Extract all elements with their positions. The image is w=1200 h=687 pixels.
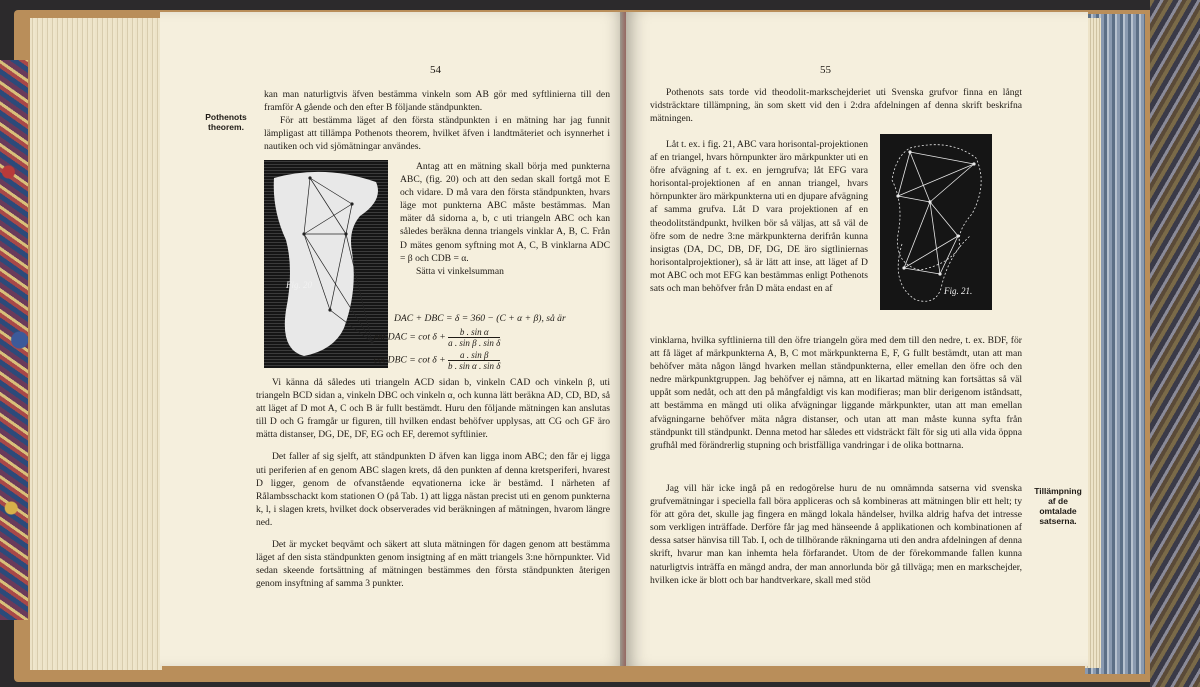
paragraph: För att bestämma läget af den första ständpunkten i en mätning har jag funnit lämpligast att tillämpa Pothenots theorem, hvilket äfven i landtmäteriet och isynnerhet i nautiken och vid sjömätningar användes.: [264, 115, 610, 153]
equation-cot-dac: [264, 327, 610, 348]
marbled-endpaper-right: [1150, 0, 1200, 687]
equation-block: [264, 310, 610, 373]
figure-label: Fig. 21.: [944, 286, 973, 296]
paragraph: Sätta vi vinkelsumman: [416, 265, 504, 277]
text-block-middle: [650, 334, 1022, 452]
text-block-intro: [650, 86, 1022, 125]
margin-note: Tillämpning af de omtalade satserna.: [1034, 486, 1082, 526]
paragraph: kan man naturligtvis äfven bestämma vinkeln som AB gör med syftlinierna till den framför A gående och den efter B följande ständpunkten.: [264, 89, 610, 114]
paragraph: Det faller af sig sjelft, att ständpunkten D äfven kan ligga inom ABC; den får ej ligga uti periferien af en genom ABC slagen krets, då den punkten af denna kretsperiferi, hvarest D ligger, genom de ofvanstående eqvationerna icke är bestämd. I närheten af Rålambsschackt kom stationen O (på Tab. 1) att ligga nästan precist uti en genom punkterna k, l, i slagen krets, hvilket dock observerades vid beräkningen af mätningen, hvarom längre ned.: [256, 451, 610, 528]
marbled-endpaper-left: [0, 60, 28, 620]
paragraph: Låt t. ex. i fig. 21, ABC vara horisontal-projektionen af en triangel, hvars hörnpunkter äro märkpunkter uti en öfre afvägning af t. ex. en jerngrufva; låt EFG vara horisontal-projektionen af en annan triangel, hvars hörnpunkter äro märkpunkterna uti en djupare afvägning af samma grufva. Låt D vara projektionen af en theodolitständpunkt, hvilken bör så väljas, att så väl de öfre som de nedre 3:ne märkpunkterna derifrån kunna insigtas (DA, DC, DB, DF, DG, DE äro sigtliniernas horisontalprojektioner), så är lätt att inse, att läget af D mot ABC och mot EFG kan bestämmas enligt Pothenots sats och man behöfver från D mäta endast en af: [650, 139, 868, 295]
paragraph: Pothenots sats torde vid theodolit-markschejderiet uti Svenska grufvor finna en långt vidsträcktare tillämpning, än som skett vid den i 2:dra afdelningen af denna skrift beskrifna mätningen.: [650, 87, 1022, 125]
text-block-top: [264, 88, 610, 153]
numerator: a . sin β: [448, 350, 500, 361]
figure-21-drawing: [880, 134, 992, 310]
text-block-beside-figure: [400, 160, 610, 278]
fraction: [448, 327, 500, 348]
equation-lhs: cot DAC = cot δ +: [373, 331, 446, 343]
text-block-last: [650, 482, 1022, 587]
denominator: a . sin β . sin δ: [448, 338, 501, 349]
equation-cot-dbc: [264, 350, 610, 371]
paragraph: Antag att en mätning skall börja med punkterna ABC, (fig. 20) och att den sedan skall fortgå mot E och vidare. D må vara den första ständpunkten, hvars läge mot punkterna ABC måste bestämmas. Man mäter då sidorna a, b, c uti triangeln ABC och kan således beräkna denna triangels vinklar A, B, C. Från D mätes genom syftning mot A, C, B vinklarna ADC = β och CDB = α.: [400, 161, 610, 264]
figure-label: Fig. 20: [286, 280, 312, 290]
equation-lhs: cot DBC = cot δ +: [373, 354, 446, 366]
paragraph: vinklarna, hvilka syftlinierna till den öfre triangeln göra med dem till den nedre, t. ex. BDF, för att få läget af märkpunkterna A, B, C mot märkpunkterna E, F, G fullt bestämdt, utan att man behöfver mäta någon längd hvarken mellan ständpunkterna, eller emellan den öfre och den nedre märkpunktgruppen. Jag behöfver ej nämna, att en likartad mätning kan fortsättas så väl uppåt som nedåt, och att den på mångfaldigt vis kan modifieras; man blir derigenom istândsatt, att bestämma en mängd uti olika afvägningar liggande märkpunkter, utan att man emellan afvägningarne behöfver mäta några distanser, och utan att man måste kunna syfta från ständpunkt till ständpunkt. Denna metod har således ett vidsträckt fält för sig uti alla vida öppna grufhål med förändrerlig stupning och bristfälliga vandringar i de olika bottnarna.: [650, 335, 1022, 451]
fraction: [448, 350, 500, 371]
paragraph: Det är mycket beqvämt och säkert att sluta mätningen för dagen genom att bestämma läget af den sista ständpunkten genom insigtning af en mätt triangels 3:ne hörnpunkter. Vid sedan skeende fortsättning af mätningen bestämmes den första ständpunkten återigen genom insyftning af samma 3 punkter.: [256, 539, 610, 590]
figure-21: [880, 134, 992, 310]
denominator: b . sin α . sin δ: [448, 361, 501, 372]
page-number: 55: [820, 64, 831, 76]
page-number: 54: [430, 64, 441, 76]
text-block-bottom: [256, 376, 610, 590]
paragraph: Jag vill här icke ingå på en redogörelse huru de nu omnämnda satserna vid svenska grufvemätningar i speciella fall böra appliceras och så kombineras att mätningen blir ett helt; ty för att göra det, skulle jag fingera en mängd lokala händelser, hvilka aldrig hafva det intresse som verkligen inträffade. Derföre får jag med hänseende å applikationen och kombinationen af dessa satser hänvisa till Tab. I, och de tillhörande räkningarna uti den andra afdelningen af denna skrift, hvarur man kan inhemta hela förfarandet. Utom de der förekommande fallen kunna naturligtvis inträffa en mängd andra, der man annorlunda bör gå tillväga; men en markschejder, hvilken icke är blott och bar handtverkare, skall med stöd: [650, 483, 1022, 586]
margin-note: Pothenots theorem.: [205, 112, 247, 132]
page-stack-left: [30, 18, 162, 670]
numerator: b . sin α: [448, 327, 500, 338]
text-block-beside-figure: [650, 138, 868, 295]
equation-sum: DAC + DBC = δ = 360 − (C + α + β), så är: [394, 313, 566, 324]
paragraph: Vi känna då således uti triangeln ACD sidan b, vinkeln CAD och vinkeln β, uti triangeln BCD sidan a, vinkeln DBC och vinkeln α, och kunna lätt beräkna AD, CD, BD, så att läget af D mot A, C och B är fullt bestämdt. Huru den följande mätningen kan anslutas till D och G framgår ur figuren, till hvilken endast behöfver upplysas, att CG och GF äro mätta distanser, DG, DE, DF, EG och EF, deremot syftlinier.: [256, 377, 610, 441]
left-page: [160, 12, 626, 666]
right-page: [626, 12, 1088, 666]
